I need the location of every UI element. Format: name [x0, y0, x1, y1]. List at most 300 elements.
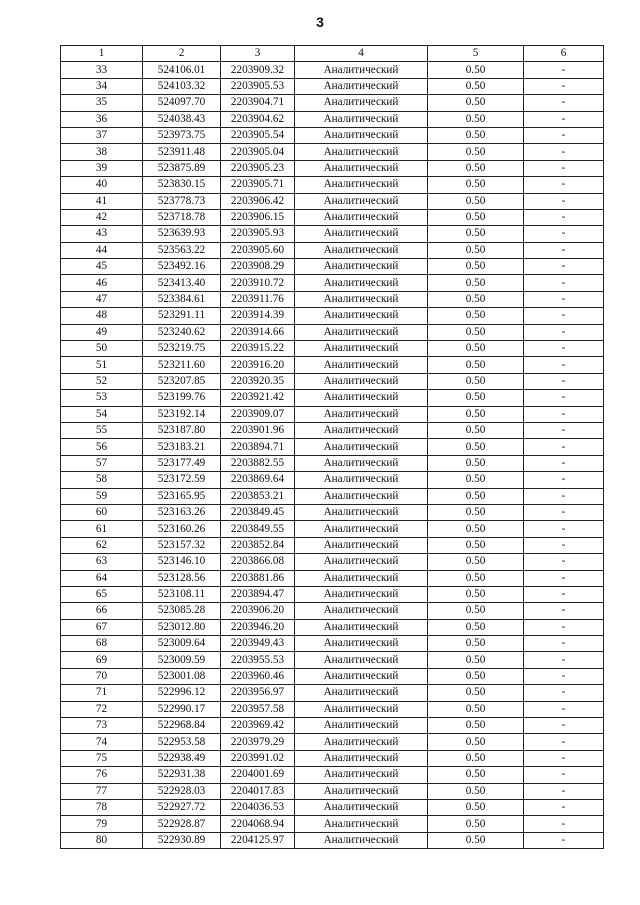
accuracy-cell: 0.50 [428, 62, 524, 78]
note-cell: - [524, 275, 604, 291]
point-number-cell: 33 [61, 62, 143, 78]
note-cell: - [524, 816, 604, 832]
note-cell: - [524, 308, 604, 324]
point-number-cell: 35 [61, 95, 143, 111]
x-coordinate-cell: 523009.59 [143, 652, 221, 668]
point-number-cell: 50 [61, 341, 143, 357]
x-coordinate-cell: 523172.59 [143, 472, 221, 488]
x-coordinate-cell: 523219.75 [143, 341, 221, 357]
point-number-cell: 52 [61, 373, 143, 389]
table-row [61, 275, 604, 291]
method-cell: Аналитический [295, 636, 428, 652]
note-cell: - [524, 357, 604, 373]
note-cell: - [524, 570, 604, 586]
note-cell: - [524, 521, 604, 537]
x-coordinate-cell: 523830.15 [143, 177, 221, 193]
table-row [61, 767, 604, 783]
note-cell: - [524, 832, 604, 848]
table-row [61, 144, 604, 160]
x-coordinate-cell: 523183.21 [143, 439, 221, 455]
method-cell: Аналитический [295, 750, 428, 766]
y-coordinate-cell: 2203866.08 [221, 554, 295, 570]
accuracy-cell: 0.50 [428, 209, 524, 225]
table-row [61, 603, 604, 619]
column-header-4: 4 [295, 46, 428, 62]
y-coordinate-cell: 2203849.55 [221, 521, 295, 537]
method-cell: Аналитический [295, 160, 428, 176]
x-coordinate-cell: 522927.72 [143, 799, 221, 815]
y-coordinate-cell: 2203991.02 [221, 750, 295, 766]
accuracy-cell: 0.50 [428, 586, 524, 602]
y-coordinate-cell: 2203960.46 [221, 668, 295, 684]
point-number-cell: 57 [61, 455, 143, 471]
accuracy-cell: 0.50 [428, 767, 524, 783]
accuracy-cell: 0.50 [428, 439, 524, 455]
y-coordinate-cell: 2203894.47 [221, 586, 295, 602]
x-coordinate-cell: 524097.70 [143, 95, 221, 111]
y-coordinate-cell: 2203906.42 [221, 193, 295, 209]
table-header [61, 46, 604, 62]
accuracy-cell: 0.50 [428, 652, 524, 668]
y-coordinate-cell: 2203869.64 [221, 472, 295, 488]
method-cell: Аналитический [295, 177, 428, 193]
y-coordinate-cell: 2203909.32 [221, 62, 295, 78]
point-number-cell: 77 [61, 783, 143, 799]
note-cell: - [524, 488, 604, 504]
method-cell: Аналитический [295, 734, 428, 750]
table-row [61, 636, 604, 652]
table-row [61, 357, 604, 373]
method-cell: Аналитический [295, 209, 428, 225]
method-cell: Аналитический [295, 242, 428, 258]
method-cell: Аналитический [295, 570, 428, 586]
note-cell: - [524, 259, 604, 275]
method-cell: Аналитический [295, 259, 428, 275]
point-number-cell: 40 [61, 177, 143, 193]
y-coordinate-cell: 2203979.29 [221, 734, 295, 750]
x-coordinate-cell: 523875.89 [143, 160, 221, 176]
accuracy-cell: 0.50 [428, 619, 524, 635]
y-coordinate-cell: 2203904.71 [221, 95, 295, 111]
y-coordinate-cell: 2203914.39 [221, 308, 295, 324]
x-coordinate-cell: 522990.17 [143, 701, 221, 717]
note-cell: - [524, 734, 604, 750]
table-row [61, 193, 604, 209]
method-cell: Аналитический [295, 816, 428, 832]
method-cell: Аналитический [295, 472, 428, 488]
x-coordinate-cell: 524103.32 [143, 78, 221, 94]
note-cell: - [524, 537, 604, 553]
table-row [61, 439, 604, 455]
note-cell: - [524, 291, 604, 307]
method-cell: Аналитический [295, 685, 428, 701]
point-number-cell: 46 [61, 275, 143, 291]
note-cell: - [524, 750, 604, 766]
accuracy-cell: 0.50 [428, 341, 524, 357]
y-coordinate-cell: 2203905.93 [221, 226, 295, 242]
note-cell: - [524, 324, 604, 340]
method-cell: Аналитический [295, 127, 428, 143]
column-header-3: 3 [221, 46, 295, 62]
note-cell: - [524, 767, 604, 783]
x-coordinate-cell: 523384.61 [143, 291, 221, 307]
x-coordinate-cell: 524038.43 [143, 111, 221, 127]
table-row [61, 373, 604, 389]
table-row [61, 78, 604, 94]
method-cell: Аналитический [295, 111, 428, 127]
accuracy-cell: 0.50 [428, 636, 524, 652]
accuracy-cell: 0.50 [428, 275, 524, 291]
y-coordinate-cell: 2203957.58 [221, 701, 295, 717]
note-cell: - [524, 718, 604, 734]
table-row [61, 95, 604, 111]
x-coordinate-cell: 524106.01 [143, 62, 221, 78]
y-coordinate-cell: 2203916.20 [221, 357, 295, 373]
x-coordinate-cell: 522938.49 [143, 750, 221, 766]
accuracy-cell: 0.50 [428, 799, 524, 815]
method-cell: Аналитический [295, 554, 428, 570]
method-cell: Аналитический [295, 357, 428, 373]
point-number-cell: 80 [61, 832, 143, 848]
accuracy-cell: 0.50 [428, 816, 524, 832]
accuracy-cell: 0.50 [428, 357, 524, 373]
table-row [61, 177, 604, 193]
point-number-cell: 38 [61, 144, 143, 160]
method-cell: Аналитический [295, 668, 428, 684]
point-number-cell: 61 [61, 521, 143, 537]
x-coordinate-cell: 523001.08 [143, 668, 221, 684]
table-body [61, 62, 604, 849]
table-row [61, 324, 604, 340]
table-row [61, 816, 604, 832]
method-cell: Аналитический [295, 390, 428, 406]
accuracy-cell: 0.50 [428, 308, 524, 324]
x-coordinate-cell: 522928.03 [143, 783, 221, 799]
table-row [61, 209, 604, 225]
x-coordinate-cell: 523192.14 [143, 406, 221, 422]
table-row [61, 422, 604, 438]
y-coordinate-cell: 2203906.15 [221, 209, 295, 225]
x-coordinate-cell: 523639.93 [143, 226, 221, 242]
point-number-cell: 45 [61, 259, 143, 275]
x-coordinate-cell: 523160.26 [143, 521, 221, 537]
page-number: 3 [316, 14, 324, 30]
column-header-1: 1 [61, 46, 143, 62]
point-number-cell: 70 [61, 668, 143, 684]
point-number-cell: 44 [61, 242, 143, 258]
method-cell: Аналитический [295, 619, 428, 635]
y-coordinate-cell: 2203956.97 [221, 685, 295, 701]
accuracy-cell: 0.50 [428, 537, 524, 553]
point-number-cell: 51 [61, 357, 143, 373]
y-coordinate-cell: 2203906.20 [221, 603, 295, 619]
accuracy-cell: 0.50 [428, 701, 524, 717]
accuracy-cell: 0.50 [428, 718, 524, 734]
note-cell: - [524, 111, 604, 127]
note-cell: - [524, 504, 604, 520]
table-row [61, 750, 604, 766]
point-number-cell: 68 [61, 636, 143, 652]
table-row [61, 341, 604, 357]
accuracy-cell: 0.50 [428, 603, 524, 619]
y-coordinate-cell: 2203920.35 [221, 373, 295, 389]
method-cell: Аналитический [295, 193, 428, 209]
x-coordinate-cell: 523108.11 [143, 586, 221, 602]
table-row [61, 668, 604, 684]
y-coordinate-cell: 2203908.29 [221, 259, 295, 275]
point-number-cell: 73 [61, 718, 143, 734]
point-number-cell: 75 [61, 750, 143, 766]
accuracy-cell: 0.50 [428, 554, 524, 570]
table-row [61, 259, 604, 275]
note-cell: - [524, 652, 604, 668]
method-cell: Аналитический [295, 783, 428, 799]
point-number-cell: 54 [61, 406, 143, 422]
table-row [61, 111, 604, 127]
method-cell: Аналитический [295, 341, 428, 357]
x-coordinate-cell: 523718.78 [143, 209, 221, 225]
accuracy-cell: 0.50 [428, 127, 524, 143]
accuracy-cell: 0.50 [428, 177, 524, 193]
point-number-cell: 37 [61, 127, 143, 143]
point-number-cell: 76 [61, 767, 143, 783]
accuracy-cell: 0.50 [428, 291, 524, 307]
y-coordinate-cell: 2203905.71 [221, 177, 295, 193]
x-coordinate-cell: 523009.64 [143, 636, 221, 652]
method-cell: Аналитический [295, 324, 428, 340]
y-coordinate-cell: 2204017.83 [221, 783, 295, 799]
table-row [61, 242, 604, 258]
x-coordinate-cell: 522930.89 [143, 832, 221, 848]
table-row [61, 619, 604, 635]
column-header-5: 5 [428, 46, 524, 62]
x-coordinate-cell: 523778.73 [143, 193, 221, 209]
note-cell: - [524, 668, 604, 684]
note-cell: - [524, 455, 604, 471]
note-cell: - [524, 422, 604, 438]
accuracy-cell: 0.50 [428, 455, 524, 471]
point-number-cell: 47 [61, 291, 143, 307]
method-cell: Аналитический [295, 78, 428, 94]
note-cell: - [524, 586, 604, 602]
point-number-cell: 71 [61, 685, 143, 701]
note-cell: - [524, 390, 604, 406]
accuracy-cell: 0.50 [428, 488, 524, 504]
table-row [61, 521, 604, 537]
x-coordinate-cell: 523291.11 [143, 308, 221, 324]
note-cell: - [524, 554, 604, 570]
note-cell: - [524, 62, 604, 78]
point-number-cell: 56 [61, 439, 143, 455]
header-row [61, 46, 604, 62]
x-coordinate-cell: 522968.84 [143, 718, 221, 734]
y-coordinate-cell: 2203909.07 [221, 406, 295, 422]
y-coordinate-cell: 2203905.53 [221, 78, 295, 94]
point-number-cell: 78 [61, 799, 143, 815]
accuracy-cell: 0.50 [428, 324, 524, 340]
method-cell: Аналитический [295, 652, 428, 668]
table-row [61, 62, 604, 78]
table-row [61, 455, 604, 471]
note-cell: - [524, 209, 604, 225]
method-cell: Аналитический [295, 488, 428, 504]
accuracy-cell: 0.50 [428, 226, 524, 242]
y-coordinate-cell: 2203949.43 [221, 636, 295, 652]
y-coordinate-cell: 2204036.53 [221, 799, 295, 815]
accuracy-cell: 0.50 [428, 259, 524, 275]
coordinates-table [60, 45, 604, 849]
point-number-cell: 64 [61, 570, 143, 586]
y-coordinate-cell: 2203905.23 [221, 160, 295, 176]
point-number-cell: 53 [61, 390, 143, 406]
x-coordinate-cell: 523085.28 [143, 603, 221, 619]
y-coordinate-cell: 2204001.69 [221, 767, 295, 783]
table-row [61, 537, 604, 553]
y-coordinate-cell: 2203905.60 [221, 242, 295, 258]
x-coordinate-cell: 523165.95 [143, 488, 221, 504]
table-row [61, 701, 604, 717]
method-cell: Аналитический [295, 422, 428, 438]
note-cell: - [524, 78, 604, 94]
point-number-cell: 67 [61, 619, 143, 635]
point-number-cell: 48 [61, 308, 143, 324]
accuracy-cell: 0.50 [428, 242, 524, 258]
column-header-6: 6 [524, 46, 604, 62]
y-coordinate-cell: 2203910.72 [221, 275, 295, 291]
x-coordinate-cell: 522931.38 [143, 767, 221, 783]
point-number-cell: 74 [61, 734, 143, 750]
x-coordinate-cell: 522953.58 [143, 734, 221, 750]
y-coordinate-cell: 2203901.96 [221, 422, 295, 438]
x-coordinate-cell: 522996.12 [143, 685, 221, 701]
accuracy-cell: 0.50 [428, 95, 524, 111]
accuracy-cell: 0.50 [428, 406, 524, 422]
method-cell: Аналитический [295, 62, 428, 78]
method-cell: Аналитический [295, 291, 428, 307]
accuracy-cell: 0.50 [428, 668, 524, 684]
y-coordinate-cell: 2203904.62 [221, 111, 295, 127]
table-row [61, 783, 604, 799]
note-cell: - [524, 193, 604, 209]
note-cell: - [524, 406, 604, 422]
note-cell: - [524, 799, 604, 815]
note-cell: - [524, 603, 604, 619]
x-coordinate-cell: 523911.48 [143, 144, 221, 160]
y-coordinate-cell: 2203915.22 [221, 341, 295, 357]
x-coordinate-cell: 522928.87 [143, 816, 221, 832]
note-cell: - [524, 373, 604, 389]
x-coordinate-cell: 523146.10 [143, 554, 221, 570]
x-coordinate-cell: 523492.16 [143, 259, 221, 275]
accuracy-cell: 0.50 [428, 832, 524, 848]
table-row [61, 504, 604, 520]
point-number-cell: 49 [61, 324, 143, 340]
accuracy-cell: 0.50 [428, 193, 524, 209]
method-cell: Аналитический [295, 586, 428, 602]
table-row [61, 799, 604, 815]
y-coordinate-cell: 2203946.20 [221, 619, 295, 635]
x-coordinate-cell: 523211.60 [143, 357, 221, 373]
column-header-2: 2 [143, 46, 221, 62]
method-cell: Аналитический [295, 226, 428, 242]
x-coordinate-cell: 523163.26 [143, 504, 221, 520]
table-row [61, 685, 604, 701]
x-coordinate-cell: 523240.62 [143, 324, 221, 340]
accuracy-cell: 0.50 [428, 111, 524, 127]
x-coordinate-cell: 523187.80 [143, 422, 221, 438]
table-row [61, 570, 604, 586]
table-row [61, 554, 604, 570]
method-cell: Аналитический [295, 521, 428, 537]
point-number-cell: 43 [61, 226, 143, 242]
method-cell: Аналитический [295, 504, 428, 520]
table-row [61, 472, 604, 488]
note-cell: - [524, 144, 604, 160]
accuracy-cell: 0.50 [428, 373, 524, 389]
table-row [61, 488, 604, 504]
y-coordinate-cell: 2203969.42 [221, 718, 295, 734]
table-row [61, 832, 604, 848]
accuracy-cell: 0.50 [428, 783, 524, 799]
y-coordinate-cell: 2203905.54 [221, 127, 295, 143]
note-cell: - [524, 177, 604, 193]
y-coordinate-cell: 2203911.76 [221, 291, 295, 307]
table-row [61, 390, 604, 406]
point-number-cell: 72 [61, 701, 143, 717]
method-cell: Аналитический [295, 95, 428, 111]
accuracy-cell: 0.50 [428, 78, 524, 94]
y-coordinate-cell: 2203894.71 [221, 439, 295, 455]
accuracy-cell: 0.50 [428, 472, 524, 488]
x-coordinate-cell: 523128.56 [143, 570, 221, 586]
method-cell: Аналитический [295, 701, 428, 717]
method-cell: Аналитический [295, 603, 428, 619]
note-cell: - [524, 127, 604, 143]
method-cell: Аналитический [295, 832, 428, 848]
accuracy-cell: 0.50 [428, 521, 524, 537]
table-row [61, 652, 604, 668]
method-cell: Аналитический [295, 718, 428, 734]
method-cell: Аналитический [295, 406, 428, 422]
note-cell: - [524, 636, 604, 652]
point-number-cell: 59 [61, 488, 143, 504]
table-row [61, 226, 604, 242]
x-coordinate-cell: 523012.80 [143, 619, 221, 635]
x-coordinate-cell: 523177.49 [143, 455, 221, 471]
note-cell: - [524, 95, 604, 111]
y-coordinate-cell: 2203882.55 [221, 455, 295, 471]
accuracy-cell: 0.50 [428, 570, 524, 586]
point-number-cell: 63 [61, 554, 143, 570]
point-number-cell: 60 [61, 504, 143, 520]
note-cell: - [524, 472, 604, 488]
table-row [61, 734, 604, 750]
note-cell: - [524, 341, 604, 357]
y-coordinate-cell: 2203849.45 [221, 504, 295, 520]
accuracy-cell: 0.50 [428, 422, 524, 438]
accuracy-cell: 0.50 [428, 390, 524, 406]
x-coordinate-cell: 523973.75 [143, 127, 221, 143]
point-number-cell: 34 [61, 78, 143, 94]
method-cell: Аналитический [295, 455, 428, 471]
table-row [61, 406, 604, 422]
table-row [61, 127, 604, 143]
accuracy-cell: 0.50 [428, 750, 524, 766]
accuracy-cell: 0.50 [428, 504, 524, 520]
point-number-cell: 65 [61, 586, 143, 602]
y-coordinate-cell: 2203955.53 [221, 652, 295, 668]
note-cell: - [524, 242, 604, 258]
